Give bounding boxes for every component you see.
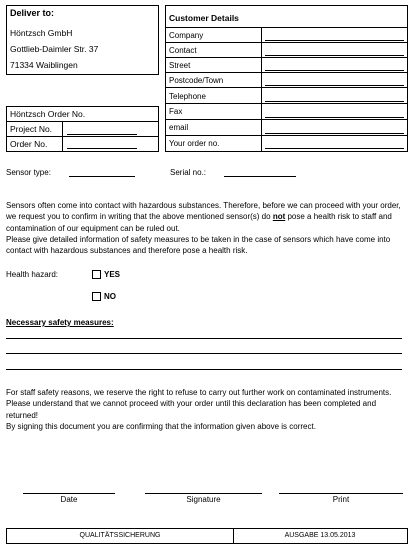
- closing-paragraph-1: For staff safety reasons, we reserve the right to refuse to carry out further work on contaminated instruments.: [6, 388, 392, 397]
- footer-left-text: QUALITÄTSSICHERUNG: [79, 532, 161, 539]
- serial-no-label: Serial no.:: [170, 168, 207, 177]
- contact-input-line[interactable]: [265, 55, 404, 56]
- footer-right-text: AUSGABE 13.05.2013: [284, 532, 356, 539]
- date-label: Date: [60, 495, 78, 504]
- hoentzsch-order-header: [7, 107, 158, 122]
- health-hazard-label: Health hazard:: [6, 270, 59, 279]
- project-no-label: Project No.: [10, 124, 53, 134]
- hoentzsch-order-title: Höntzsch Order No.: [10, 109, 86, 119]
- customer-details-box: [165, 5, 408, 152]
- customer-field-label: Telephone: [169, 92, 206, 101]
- customer-field-label: Company: [169, 31, 204, 40]
- telephone-input-line[interactable]: [265, 101, 404, 102]
- safety-measures-line-3[interactable]: [6, 369, 402, 370]
- emphasis-not: not: [272, 212, 286, 222]
- postcode-input-line[interactable]: [265, 85, 404, 86]
- sensor-type-input-line[interactable]: [69, 176, 135, 177]
- customer-field-label: Your order no.: [169, 139, 220, 148]
- print-name-line[interactable]: [279, 493, 403, 494]
- project-no-input-line[interactable]: [67, 134, 137, 135]
- order-column-divider: [62, 122, 63, 151]
- intro-paragraph-1: Sensors often come into contact with hazardous substances. Therefore, before we can proceed with your order, we request you to confirm in writing that the above mentioned sensor(s) do not pose a health risk to staff and contamination of our equipment can be ruled out.: [6, 201, 401, 233]
- street-input-line[interactable]: [265, 70, 404, 71]
- date-signature-line[interactable]: [23, 493, 115, 494]
- company-input-line[interactable]: [265, 40, 404, 41]
- customer-field-label: Contact: [169, 46, 197, 55]
- intro-text: [6, 200, 408, 256]
- signature-line[interactable]: [145, 493, 262, 494]
- order-no-input-line[interactable]: [67, 148, 137, 149]
- closing-paragraph-3: By signing this document you are confirming that the information given above is correct.: [6, 421, 316, 431]
- signature-label: Signature: [186, 495, 221, 504]
- deliver-line-1: Höntzsch GmbH: [10, 28, 73, 38]
- hoentzsch-order-box: [6, 106, 159, 152]
- deliver-line-3: 71334 Waiblingen: [10, 60, 78, 70]
- fax-input-line[interactable]: [265, 117, 404, 118]
- serial-no-input-line[interactable]: [224, 176, 296, 177]
- closing-text: [6, 387, 408, 432]
- safety-measures-line-1[interactable]: [6, 338, 402, 339]
- sensor-type-label: Sensor type:: [6, 168, 51, 177]
- customer-column-divider: [261, 28, 262, 151]
- customer-field-label: Street: [169, 61, 191, 70]
- footer-box: [6, 528, 408, 544]
- customer-field-label: email: [169, 123, 189, 132]
- deliver-line-2: Gottlieb-Daimler Str. 37: [10, 44, 99, 54]
- customer-field-label: Fax: [169, 107, 183, 116]
- yes-label: YES: [104, 270, 121, 279]
- safety-measures-line-2[interactable]: [6, 353, 402, 354]
- closing-paragraph-2: Please understand that we cannot proceed with your order until this declaration has been completed and returned!: [6, 399, 377, 420]
- your-order-no-input-line[interactable]: [265, 148, 404, 149]
- customer-details-header: [166, 6, 407, 28]
- yes-checkbox[interactable]: [92, 270, 101, 279]
- order-no-label: Order No.: [10, 139, 48, 149]
- print-label: Print: [332, 495, 350, 504]
- customer-details-title: Customer Details: [169, 13, 239, 23]
- customer-field-label: Postcode/Town: [169, 76, 224, 85]
- safety-measures-heading: Necessary safety measures:: [6, 318, 114, 327]
- no-checkbox[interactable]: [92, 292, 101, 301]
- deliver-to-title: Deliver to:: [10, 8, 55, 18]
- intro-paragraph-2: Please give detailed information of safety measures to be taken in the case of sensors which have come into contact with hazardous substances and therefore pose a health risk.: [6, 234, 391, 256]
- no-label: NO: [104, 292, 116, 301]
- deliver-to-box: [6, 5, 159, 75]
- email-input-line[interactable]: [265, 133, 404, 134]
